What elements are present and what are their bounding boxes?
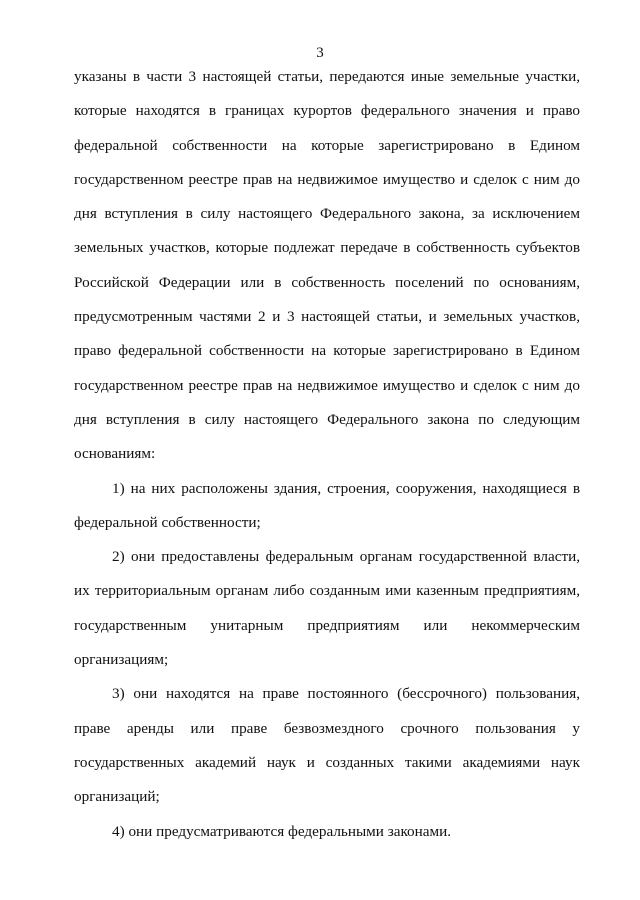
text-line: указаны в части 3 настоящей статьи, передаются иные земельные участки, bbox=[74, 68, 580, 85]
text-line: государственном реестре прав на недвижимое имущество и сделок с ним до bbox=[74, 170, 580, 188]
text-line: организациям; bbox=[74, 651, 169, 669]
text-line: федеральной собственности; bbox=[74, 513, 261, 531]
text-line: которые находятся в границах курортов федерального значения и право bbox=[74, 102, 580, 120]
page-number: 3 bbox=[316, 45, 324, 61]
list-item-1 bbox=[74, 472, 580, 541]
text-line: право федеральной собственности на которые зарегистрировано в Едином bbox=[74, 342, 580, 360]
text-line: 4) они предусматриваются федеральными законами. bbox=[112, 822, 452, 840]
paragraph-continuation bbox=[74, 60, 580, 472]
text-line: дня вступления в силу настоящего Федерального закона по следующим bbox=[74, 410, 580, 428]
text-line: государственным унитарным предприятиям или некоммерческим bbox=[74, 616, 580, 634]
document-body bbox=[74, 60, 580, 849]
text-line: 1) на них расположены здания, строения, сооружения, находящиеся в bbox=[112, 479, 580, 497]
text-line: дня вступления в силу настоящего Федерального закона, за исключением bbox=[74, 205, 580, 223]
text-line: организаций; bbox=[74, 788, 160, 806]
text-line: основаниям: bbox=[74, 445, 156, 463]
text-line: Российской Федерации или в собственность поселений по основаниям, bbox=[74, 273, 580, 291]
text-line: предусмотренным частями 2 и 3 настоящей статьи, и земельных участков, bbox=[74, 308, 580, 326]
text-line: праве аренды или праве безвозмездного срочного пользования у bbox=[74, 719, 580, 737]
text-line: земельных участков, которые подлежат передаче в собственность субъектов bbox=[74, 239, 580, 257]
list-item-3 bbox=[74, 677, 580, 814]
text-line: 3) они находятся на праве постоянного (бессрочного) пользования, bbox=[112, 685, 580, 703]
list-item-4 bbox=[74, 815, 580, 849]
text-line: государственном реестре прав на недвижимое имущество и сделок с ним до bbox=[74, 376, 580, 394]
text-line: их территориальным органам либо созданным ими казенным предприятиям, bbox=[74, 582, 580, 600]
text-line: государственных академий наук и созданных такими академиями наук bbox=[74, 753, 580, 771]
text-line: федеральной собственности на которые зарегистрировано в Едином bbox=[74, 136, 580, 154]
list-item-2 bbox=[74, 540, 580, 677]
text-line: 2) они предоставлены федеральным органам государственной власти, bbox=[112, 548, 580, 566]
